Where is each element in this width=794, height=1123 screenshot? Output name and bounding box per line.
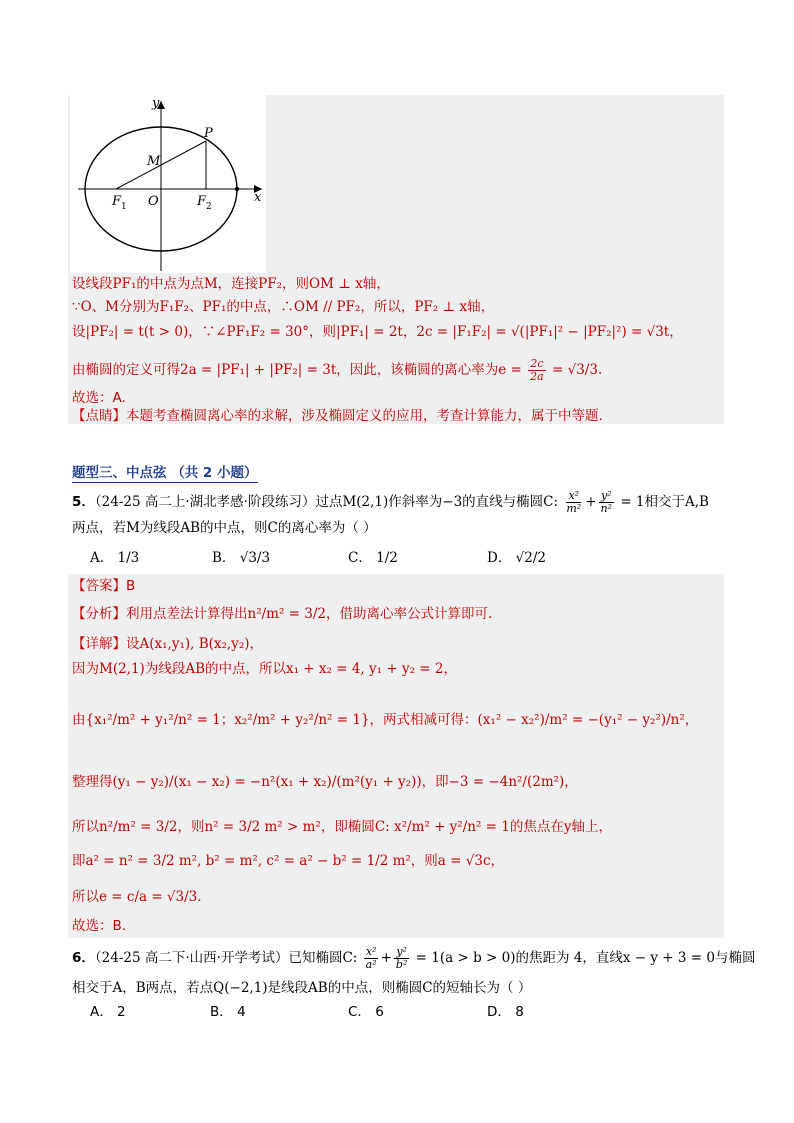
q5-source: （24-25 高二上·湖北孝感·阶段练习）	[94, 494, 316, 510]
x-axis-label: x	[254, 190, 262, 205]
q5-option-a-value: 1/3	[117, 550, 140, 566]
q6-stem-b: = 1(a > b > 0)的焦距为 4，直线x − y + 3 = 0与椭圆	[415, 950, 756, 966]
q5-number: 5．	[72, 494, 95, 510]
q5-option-a-label: A．	[90, 550, 114, 566]
q5-stem-a: 过点M(2,1)作斜率为−3的直线与椭圆C:	[315, 494, 559, 510]
q5-option-c-value: 1/2	[376, 550, 398, 566]
comment-tag: 【点睛】	[72, 408, 126, 424]
prev-solution-choose: 故选：A.	[72, 390, 126, 406]
q6-option-d-value: 8	[515, 1004, 524, 1020]
point-f2-label: F	[197, 194, 207, 209]
point-f2-subscript: 2	[206, 202, 212, 212]
analysis-text: 利用点差法计算得出n²/m² = 3/2，借助离心率公式计算即可.	[126, 606, 493, 622]
q5-detail-line7: 所以e = c/a = √3/3.	[72, 889, 202, 905]
q5-answer-block	[68, 574, 724, 938]
q6-option-a-value: 2	[117, 1004, 126, 1020]
q5-choose: 故选：B.	[72, 918, 127, 934]
q6-option-b	[210, 1000, 246, 1020]
q5-stem-line2: 两点，若M为线段AB的中点，则C的离心率为（ ）	[72, 520, 377, 536]
q6-option-d-label: D．	[487, 1004, 511, 1020]
q5-option-d-value: √2/2	[515, 550, 546, 566]
q6-option-a-label: A．	[90, 1004, 113, 1020]
prev-solution-line1: 设线段PF₁的中点为点M，连接PF₂，则OM ⊥ x轴，	[72, 276, 390, 292]
q6-option-a	[90, 1000, 126, 1020]
q6-option-b-label: B．	[210, 1004, 233, 1020]
detail-d1: 设A(x₁,y₁), B(x₂,y₂)，	[126, 636, 264, 652]
q5-detail-line4: 整理得(y₁ − y₂)/(x₁ − x₂) = −n²(x₁ + x₂)/(m²(y₁ + y₂))，即−3 = −4n²/(2m²)，	[72, 774, 578, 790]
q5-option-d-label: D．	[487, 550, 512, 566]
q6-source: （24-25 高二下·山西·开学考试）	[94, 950, 289, 966]
analysis-tag: 【分析】	[72, 606, 126, 622]
q6-number: 6．	[72, 950, 95, 966]
prev-solution-comment	[72, 406, 724, 426]
ellipse-figure	[70, 95, 266, 273]
answer-tag: 【答案】	[72, 578, 126, 594]
q5-option-b	[212, 546, 270, 566]
prev-solution-line2: ∵O、M分别为F₁F₂、PF₁的中点，∴OM // PF₂，所以，PF₂ ⊥ x轴，	[72, 299, 495, 315]
answer-value: B	[126, 578, 136, 594]
q5-detail-line1	[72, 634, 724, 654]
section-title-text: 题型三、中点弦 （共 2 小题）	[72, 465, 258, 481]
point-p-label: P	[204, 126, 213, 141]
q5-detail-line5: 所以n²/m² = 3/2，则n² = 3/2 m² > m²，即椭圆C: x²/m² + y²/n² = 1的焦点在y轴上，	[72, 819, 612, 835]
q6-option-c-value: 6	[375, 1004, 384, 1020]
point-f1-label: F	[112, 194, 122, 209]
prev-solution-line3: 设|PF₂| = t(t > 0)，∵∠PF₁F₂ = 30°，则|PF₁| = 2t，2c = |F₁F₂| = √(|PF₁|² − |PF₂|²) = √3t，	[72, 324, 683, 340]
q5-option-a	[90, 546, 139, 566]
q6-stem-a: 已知椭圆C:	[288, 950, 358, 966]
q5-option-c	[348, 546, 398, 566]
q5-detail-line6: 即a² = n² = 3/2 m², b² = m², c² = a² − b² = 1/2 m²，则a = √3c，	[72, 853, 505, 869]
q6-stem-line2: 相交于A，B两点，若点Q(−2,1)是线段AB的中点，则椭圆C的短轴长为（ ）	[72, 980, 532, 996]
q6-stem-line1: 6．（24-25 高二下·山西·开学考试）已知椭圆C: $\frac{\text{x²}}{\text{a²}}$ + $\frac{\text{y²}}{\text{b²}}$ = 1(a > b > 0)的焦距为 4，直线x − y + 3 = 0与椭圆	[72, 945, 756, 971]
q5-detail-line2: 因为M(2,1)为线段AB的中点，所以x₁ + x₂ = 4, y₁ + y₂ = 2，	[72, 661, 457, 677]
section-title	[72, 461, 258, 483]
q6-option-d	[487, 1000, 524, 1020]
prev-solution-line4: 由椭圆的定义可得2a = |PF₁| + |PF₂| = 3t，因此，该椭圆的离心率为e = $\frac{2c}{2a}$ = √3/3.	[72, 357, 603, 383]
q6-option-b-value: 4	[237, 1004, 246, 1020]
comment-text: 本题考查椭圆离心率的求解，涉及椭圆定义的应用，考查计算能力，属于中等题.	[126, 408, 603, 424]
q5-option-b-label: B．	[212, 550, 236, 566]
q5-detail-line3: 由{x₁²/m² + y₁²/n² = 1；x₂²/m² + y₂²/n² = 1}，两式相减可得：(x₁² − x₂²)/m² = −(y₁² − y₂²)/n²，	[72, 712, 699, 728]
point-m-label: M	[147, 154, 161, 169]
y-axis-label: y	[152, 96, 160, 111]
q5-option-d	[487, 546, 546, 566]
q5-option-c-label: C．	[348, 550, 372, 566]
point-f1-subscript: 1	[121, 202, 127, 212]
q5-answer	[72, 576, 724, 596]
prev-solution-line4b: = √3/3.	[552, 362, 603, 378]
detail-tag: 【详解】	[72, 636, 126, 652]
q6-option-c	[348, 1000, 384, 1020]
q5-analysis	[72, 604, 724, 624]
q6-option-c-label: C．	[348, 1004, 371, 1020]
q5-stem-b: = 1相交于A,B	[620, 494, 709, 510]
q5-option-b-value: √3/3	[239, 550, 271, 566]
q5-stem-line1: 5．（24-25 高二上·湖北孝感·阶段练习）过点M(2,1)作斜率为−3的直线与椭圆C: $\frac{\text{x²}}{\text{m²}}$ + $\frac{\text{y²}}{\text{n²}}$ = 1相交于A,B	[72, 489, 709, 515]
origin-label: O	[148, 194, 159, 209]
prev-solution-line4a: 由椭圆的定义可得2a = |PF₁| + |PF₂| = 3t，因此，该椭圆的离心率为e =	[72, 362, 522, 378]
